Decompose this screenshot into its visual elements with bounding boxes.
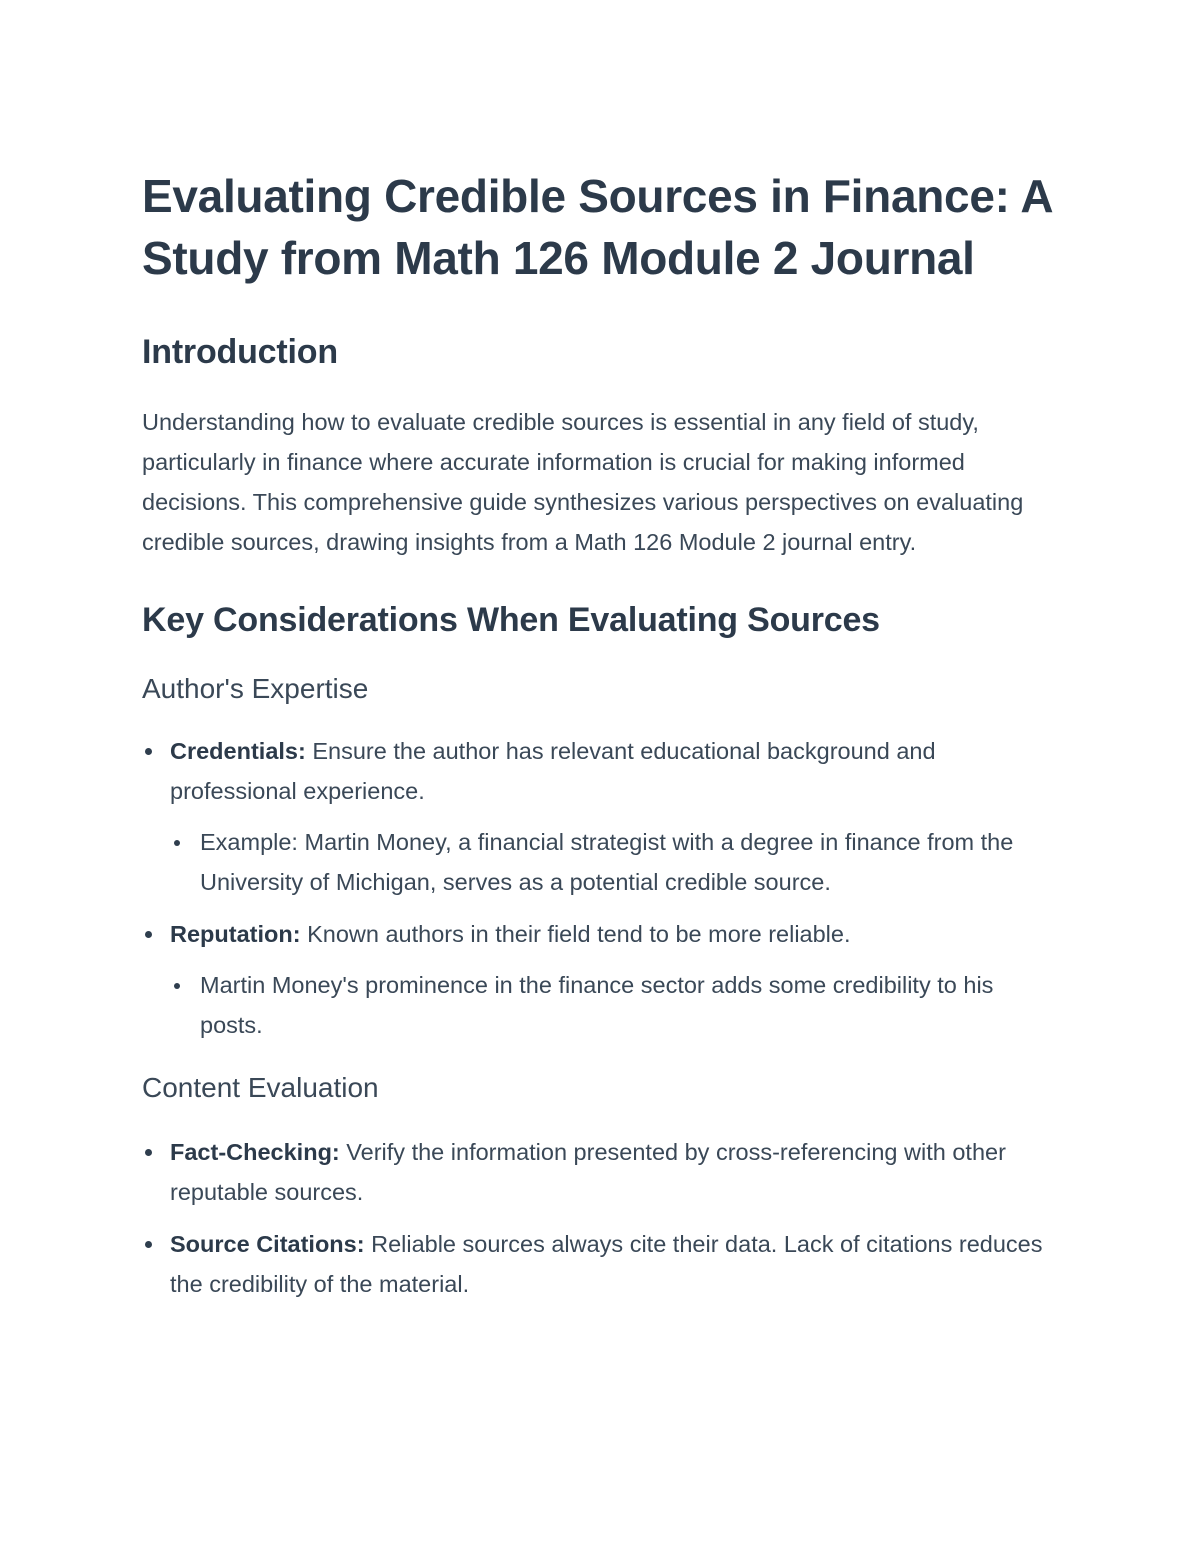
- bullet-icon: [145, 1149, 152, 1156]
- reputation-example-text: Martin Money's prominence in the finance sector adds some credibility to his posts.: [200, 972, 994, 1038]
- introduction-paragraph: Understanding how to evaluate credible sources is essential in any field of study, particularly in finance where accurate information is crucial for making informed decisions. This comprehensive guide synthesizes various perspectives on evaluating credible sources, drawing insights from a Math 126 Module 2 journal entry.: [142, 409, 1024, 555]
- reputation-sublist: [170, 965, 1060, 1045]
- source-citations-term: Source Citations:: [170, 1231, 365, 1257]
- credentials-example-text: Example: Martin Money, a financial strategist with a degree in finance from the University of Michigan, serves as a potential credible source.: [200, 829, 1014, 895]
- bullet-icon: [174, 840, 180, 846]
- introduction-heading: Introduction: [142, 333, 338, 371]
- list-item-credentials: [142, 731, 1060, 902]
- sub-list-item-prominence: [170, 965, 1060, 1045]
- key-considerations-heading: Key Considerations When Evaluating Sources: [142, 601, 880, 639]
- bullet-icon: [145, 931, 152, 938]
- fact-checking-text: Verify the information presented by cross-referencing with other reputable sources.: [170, 1139, 1006, 1205]
- reputation-text: Known authors in their field tend to be more reliable.: [300, 921, 851, 947]
- reputation-term: Reputation:: [170, 921, 301, 947]
- credentials-term: Credentials:: [170, 738, 306, 764]
- authors-expertise-list: [142, 731, 1060, 1045]
- document-title: Evaluating Credible Sources in Finance: A Study from Math 126 Module 2 Journal: [142, 170, 1052, 284]
- bullet-icon: [145, 748, 152, 755]
- credentials-sublist: [170, 822, 1060, 902]
- sub-list-item-example: [170, 822, 1060, 902]
- authors-expertise-heading: Author's Expertise: [142, 673, 369, 704]
- bullet-icon: [174, 983, 180, 989]
- source-citations-text: Reliable sources always cite their data. Lack of citations reduces the credibility of the material.: [170, 1231, 1043, 1297]
- credentials-text: Ensure the author has relevant educational background and professional experience.: [170, 738, 936, 804]
- list-item-source-citations: [142, 1224, 1060, 1304]
- list-item-reputation: [142, 914, 1060, 1045]
- content-evaluation-heading: Content Evaluation: [142, 1072, 379, 1103]
- bullet-icon: [145, 1241, 152, 1248]
- fact-checking-term: Fact-Checking:: [170, 1139, 340, 1165]
- list-item-fact-checking: [142, 1132, 1060, 1212]
- content-evaluation-list: [142, 1132, 1060, 1304]
